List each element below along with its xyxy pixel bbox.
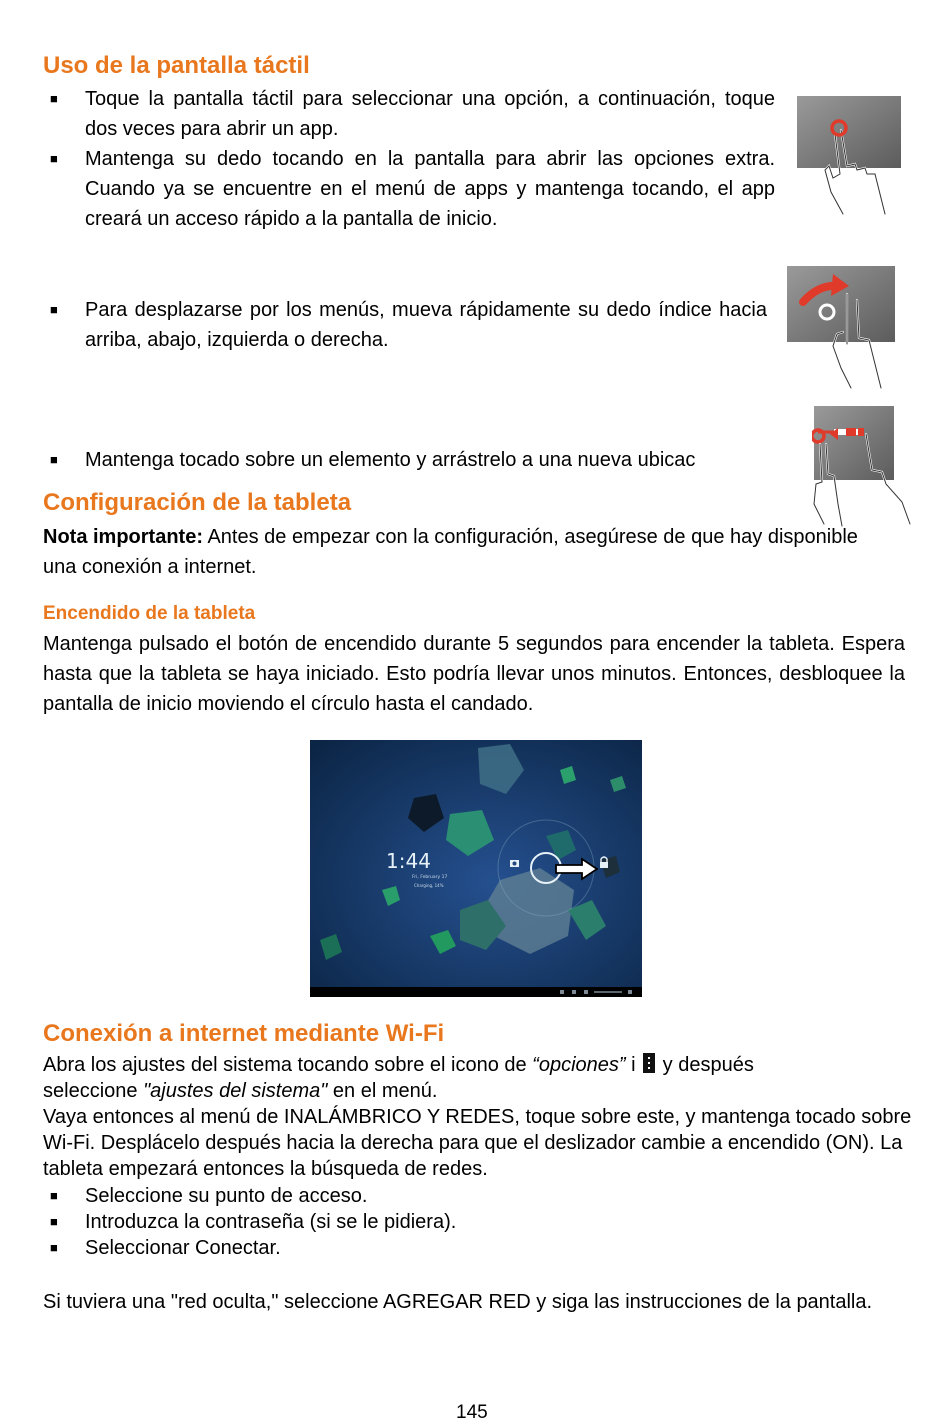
wifi-step: Seleccione su punto de acceso. [85,1185,368,1207]
swipe-gesture-icon [785,264,900,390]
options-term: “opciones” [532,1054,626,1076]
tap-gesture-icon [795,94,905,216]
bullet-marker: ■ [50,151,58,166]
system-settings-term: "ajustes del sistema" [143,1080,328,1102]
bullet-tap: Toque la pantalla táctil para seleccionar una opción, a continuación, toque dos veces para abrir un app. [85,88,775,140]
section-title-configuration: Configuración de la tableta [43,489,352,516]
bullet-hold: Mantenga su dedo tocando en la pantalla para abrir las opciones extra. Cuando ya se encuentre en el menú de apps y mantenga tocando, el app creará un acceso rápido a la pantalla de inicio. [85,148,775,230]
wifi-step: Seleccionar Conectar. [85,1237,281,1259]
page-number: 145 [456,1402,488,1423]
hidden-network-paragraph: Si tuviera una "red oculta," seleccione AGREGAR RED y siga las instrucciones de la pantalla. [43,1291,873,1313]
bullet-drag: Mantenga tocado sobre un elemento y arrástrelo a una nueva ubicac [85,449,696,471]
bullet-marker: ■ [50,302,58,317]
drag-gesture-icon [812,404,920,530]
lockscreen-time: 1:44 [386,849,431,873]
note-label: Nota importante: [43,526,203,548]
bullet-swipe: Para desplazarse por los menús, mueva rápidamente su dedo índice hacia arriba, abajo, izquierda o derecha. [85,299,767,351]
bullet-marker: ■ [50,1188,58,1203]
bullet-marker: ■ [50,1240,58,1255]
lockscreen-screenshot [310,740,642,997]
lockscreen-date: Fri, February 17 [412,875,448,880]
important-note [43,522,873,582]
options-menu-icon [643,1053,655,1073]
lockscreen-charging: Charging, 14% [414,883,444,888]
bullet-marker: ■ [50,452,58,467]
wifi-paragraph-2: Vaya entonces al menú de INALÁMBRICO Y REDES, toque sobre este, y mantenga tocado sobre Wi-Fi. Desplácelo después hacia la derecha para que el deslizador cambie a encendido (ON). La tableta empezará entonces la búsqueda de redes. [43,1106,912,1180]
wifi-paragraph-1: Abra los ajustes del sistema tocando sobre el icono de “opciones” i y después [43,1054,754,1076]
power-on-paragraph: Mantenga pulsado el botón de encendido durante 5 segundos para encender la tableta. Espera hasta que la tableta se haya iniciado. Esto podría llevar unos minutos. Entonces, desbloquee la pantalla de inicio moviendo el círculo hasta el candado. [43,633,905,715]
wifi-step: Introduzca la contraseña (si se le pidiera). [85,1211,457,1233]
bullet-marker: ■ [50,1214,58,1229]
note-text: Antes de empezar con la configuración, asegúrese de que hay disponible una conexión a internet. [43,526,858,578]
subtitle-power-on: Encendido de la tableta [43,603,256,624]
section-title-touchscreen: Uso de la pantalla táctil [43,52,310,79]
wifi-instructions: Abra los ajustes del sistema tocando sobre el icono de “opciones” i y después seleccione "ajustes del sistema" en el menú. Vaya entonces al menú de INALÁMBRICO Y REDES, toque sobre este, y mantenga tocado sobre Wi-Fi. Desplácelo después hacia la derecha para que el deslizador cambie a encendido (ON). La tableta empezará entonces la búsqueda de redes. [43,1054,912,1180]
bullet-marker: ■ [50,91,58,106]
section-title-wifi: Conexión a internet mediante Wi-Fi [43,1020,445,1047]
